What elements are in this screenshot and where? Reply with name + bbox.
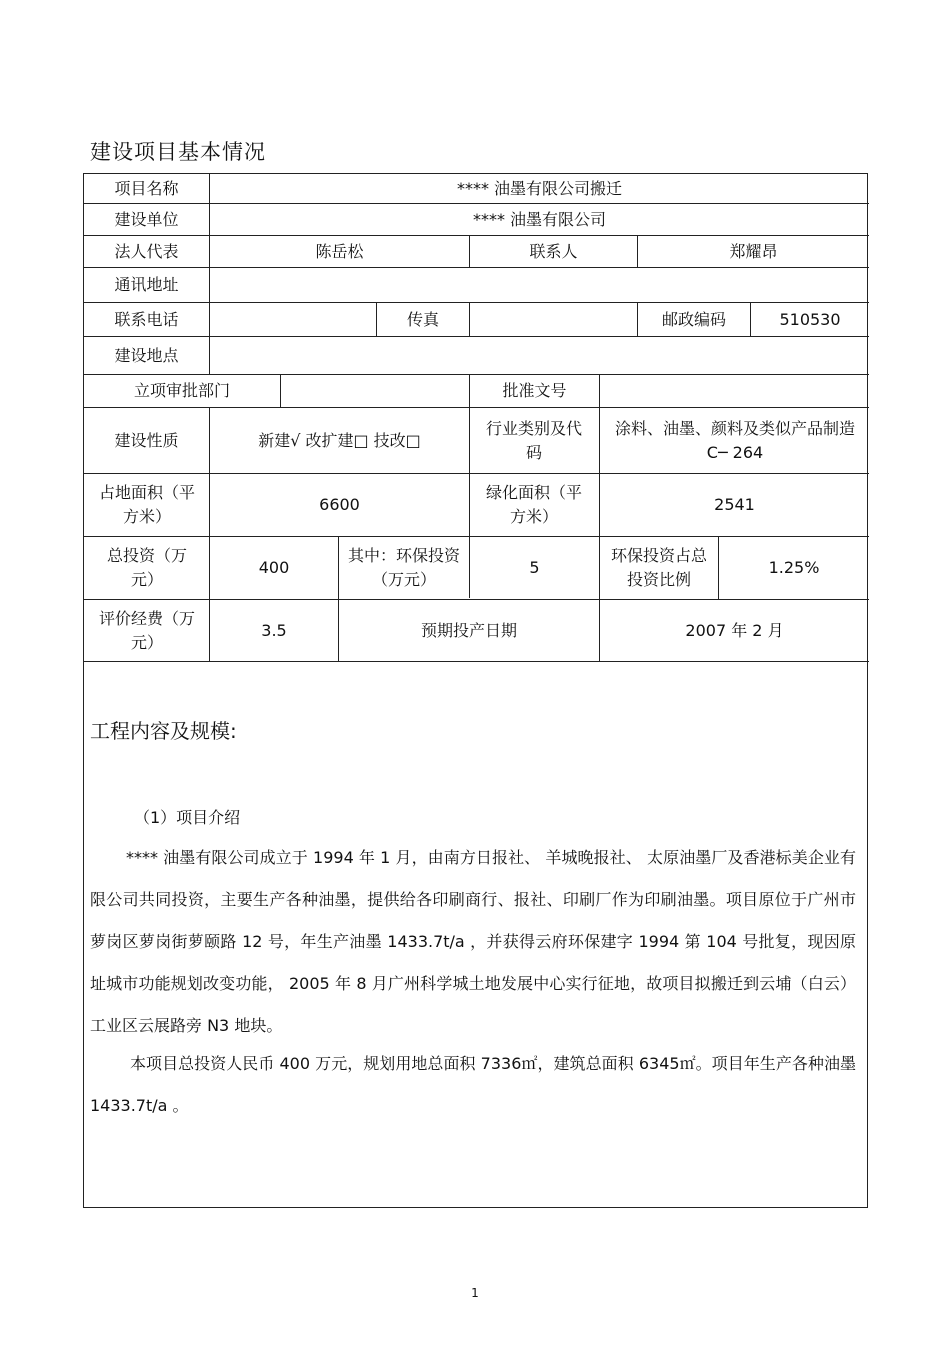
builder-value: **** 油墨有限公司 — [472, 209, 607, 229]
site-label: 建设地点 — [114, 345, 179, 365]
approval-doc-value — [600, 375, 869, 407]
phone-value — [210, 303, 376, 336]
content-subheading: （1）项目介绍 — [134, 808, 241, 827]
industry-label: 行业类别及代码 — [485, 418, 582, 462]
legal-rep-value: 陈岳松 — [315, 241, 364, 261]
content-heading: 工程内容及规模: — [90, 719, 237, 743]
total-invest-value: 400 — [258, 558, 290, 577]
contact-value: 郑耀昂 — [729, 241, 778, 261]
phone-label: 联系电话 — [114, 309, 179, 329]
nature-value: 新建√ 改扩建□ 技改□ — [258, 430, 421, 450]
area-label: 占地面积（平方米） — [98, 483, 195, 526]
contact-label: 联系人 — [529, 241, 578, 261]
approval-doc-label: 批准文号 — [502, 381, 567, 400]
legal-rep-label: 法人代表 — [114, 241, 179, 261]
env-invest-label: 其中：环保投资（万元） — [347, 546, 460, 589]
fax-label: 传真 — [406, 309, 439, 329]
page-number: 1 — [471, 1286, 479, 1300]
project-name-value: **** 油墨有限公司搬迁 — [456, 178, 623, 198]
total-invest-label: 总投资（万元） — [106, 546, 187, 589]
postcode-label: 邮政编码 — [661, 309, 726, 329]
eval-cost-value: 3.5 — [261, 620, 287, 640]
document-title: 建设项目基本情况 — [90, 140, 266, 164]
approval-dept-label: 立项审批部门 — [133, 381, 230, 400]
industry-value: 涂料、油墨、颜料及类似产品制造 C─ 264 — [614, 418, 855, 462]
investment-paragraph: 本项目总投资人民币 400 万元，规划用地总面积 7336㎡，建筑总面积 6345㎡。项目年生产各种油墨 1433.7t/a 。 — [90, 1054, 856, 1115]
green-area-value: 2541 — [714, 495, 755, 514]
site-value — [210, 337, 869, 374]
env-ratio-label: 环保投资占总投资比例 — [610, 546, 707, 589]
env-ratio-value: 1.25% — [768, 558, 820, 577]
prod-date-value: 2007 年 2 月 — [685, 620, 784, 640]
project-name-label: 项目名称 — [114, 178, 179, 198]
area-value: 6600 — [319, 495, 360, 514]
green-area-label: 绿化面积（平方米） — [485, 483, 582, 526]
eval-cost-label: 评价经费（万元） — [98, 608, 195, 652]
row-divider — [84, 661, 869, 662]
nature-label: 建设性质 — [114, 430, 179, 450]
approval-dept-value — [281, 375, 469, 407]
prod-date-label: 预期投产日期 — [420, 620, 517, 640]
address-value — [210, 268, 869, 302]
address-label: 通讯地址 — [114, 275, 179, 294]
env-invest-value: 5 — [529, 558, 540, 577]
postcode-value: 510530 — [779, 309, 841, 329]
intro-paragraph: **** 油墨有限公司成立于 1994 年 1 月，由南方日报社、 羊城晚报社、 太原油墨厂及香港标美企业有限公司共同投资，主要生产各种油墨，提供给各印刷商行、报社、印刷厂作为印刷油墨。项目原位于广州市萝岗区萝岗街萝颐路 12 号，年生产油墨 1433.7t/a ，并获得云府环保建字 1994 第 104 号批复，现因原址城市功能规划改变功能， 2005 年 8 月广州科学城土地发展中心实行征地，故项目拟搬迁到云埔（白云）工业区云展路旁 N3 地块。 — [90, 848, 856, 1035]
builder-label: 建设单位 — [114, 209, 179, 229]
fax-value — [470, 303, 637, 336]
